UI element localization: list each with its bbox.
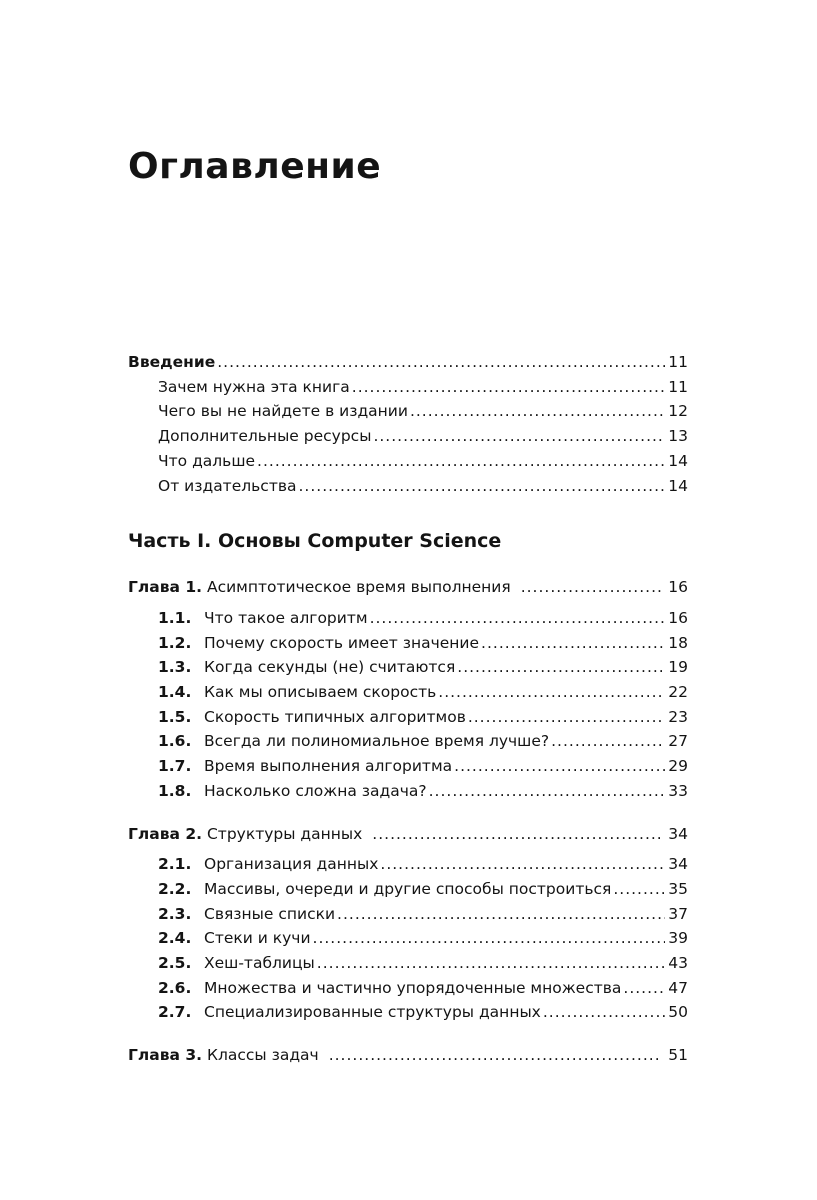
section-label: Организация данных bbox=[204, 855, 379, 874]
toc-section[interactable] bbox=[128, 754, 688, 779]
toc-entry-page: 19 bbox=[668, 658, 688, 677]
toc-chapter-heading bbox=[128, 1043, 319, 1068]
dot-leader bbox=[372, 822, 661, 847]
toc-entry-intro-item[interactable] bbox=[128, 474, 688, 499]
dot-leader bbox=[623, 976, 665, 1001]
toc-entry-page: 43 bbox=[668, 954, 688, 973]
dot-leader bbox=[337, 902, 665, 927]
dot-leader bbox=[468, 705, 665, 730]
toc-chapter-heading bbox=[128, 822, 362, 847]
dot-leader bbox=[429, 779, 666, 804]
toc-entry-page: 51 bbox=[668, 1046, 688, 1065]
section-number: 2.4. bbox=[158, 929, 192, 948]
toc-section[interactable] bbox=[128, 631, 688, 656]
toc-section[interactable] bbox=[128, 976, 688, 1001]
dot-leader bbox=[543, 1000, 665, 1025]
toc-section[interactable] bbox=[128, 606, 688, 631]
section-label: Время выполнения алгоритма bbox=[204, 757, 453, 776]
section-number: 1.8. bbox=[158, 781, 192, 800]
dot-leader bbox=[217, 350, 665, 375]
toc-entry-page: 12 bbox=[668, 402, 688, 421]
toc-entry-intro-item[interactable] bbox=[128, 375, 688, 400]
section-number: 1.5. bbox=[158, 707, 192, 726]
dot-leader bbox=[352, 375, 666, 400]
toc-entry-intro-item[interactable] bbox=[128, 399, 688, 424]
dot-leader bbox=[551, 729, 665, 754]
section-number: 2.2. bbox=[158, 879, 192, 898]
toc-entry-intro-item[interactable] bbox=[128, 424, 688, 449]
toc-chapter-1[interactable] bbox=[128, 575, 688, 600]
dot-leader bbox=[438, 680, 665, 705]
toc-entry-page: 34 bbox=[668, 855, 688, 874]
section-label: Что такое алгоритм bbox=[204, 608, 368, 627]
section-label: Всегда ли полиномиальное время лучше? bbox=[204, 732, 550, 751]
chapter-prefix: Глава 1. bbox=[128, 578, 203, 597]
toc-entry-page: 22 bbox=[668, 683, 688, 702]
dot-leader bbox=[613, 877, 665, 902]
toc-chapter-2[interactable] bbox=[128, 822, 688, 847]
table-of-contents bbox=[128, 350, 688, 1068]
toc-entry-page: 14 bbox=[668, 451, 688, 470]
toc-section[interactable] bbox=[128, 655, 688, 680]
dot-leader bbox=[329, 1043, 662, 1068]
toc-section[interactable] bbox=[128, 902, 688, 927]
toc-entry-page: 18 bbox=[668, 633, 688, 652]
toc-entry-label: Что дальше bbox=[158, 451, 256, 470]
section-label: Насколько сложна задача? bbox=[204, 781, 427, 800]
section-number: 1.6. bbox=[158, 732, 192, 751]
toc-section[interactable] bbox=[128, 705, 688, 730]
toc-section[interactable] bbox=[128, 951, 688, 976]
section-label: Почему скорость имеет значение bbox=[204, 633, 480, 652]
part-title: Часть I. Основы Computer Science bbox=[128, 530, 502, 553]
chapter-label: Структуры данных bbox=[206, 824, 363, 843]
toc-section[interactable] bbox=[128, 729, 688, 754]
toc-entry-label: Чего вы не найдете в издании bbox=[158, 402, 408, 421]
page-title: Оглавление bbox=[128, 146, 382, 187]
toc-entry-page: 13 bbox=[668, 427, 688, 446]
section-number: 2.7. bbox=[158, 1003, 192, 1022]
toc-entry-page: 35 bbox=[668, 879, 688, 898]
toc-section[interactable] bbox=[128, 926, 688, 951]
dot-leader bbox=[521, 575, 662, 600]
dot-leader bbox=[410, 399, 665, 424]
toc-section[interactable] bbox=[128, 852, 688, 877]
dot-leader bbox=[313, 926, 666, 951]
section-label: Массивы, очереди и другие способы построиться bbox=[204, 879, 612, 898]
toc-entry-label: Введение bbox=[128, 353, 216, 371]
toc-entry-page: 34 bbox=[668, 824, 688, 843]
toc-chapter-heading bbox=[128, 575, 511, 600]
dot-leader bbox=[373, 424, 665, 449]
dot-leader bbox=[257, 449, 665, 474]
section-label: Когда секунды (не) считаются bbox=[204, 658, 456, 677]
toc-entry-page: 37 bbox=[668, 904, 688, 923]
toc-entry-label: Зачем нужна эта книга bbox=[158, 377, 350, 396]
toc-section[interactable] bbox=[128, 779, 688, 804]
section-number: 1.7. bbox=[158, 757, 192, 776]
section-number: 2.3. bbox=[158, 904, 192, 923]
section-number: 1.3. bbox=[158, 658, 192, 677]
toc-entry-intro[interactable] bbox=[128, 350, 688, 375]
section-label: Специализированные структуры данных bbox=[204, 1003, 541, 1022]
section-number: 1.1. bbox=[158, 608, 192, 627]
toc-chapter-3[interactable] bbox=[128, 1043, 688, 1068]
section-number: 2.1. bbox=[158, 855, 192, 874]
section-number: 2.6. bbox=[158, 978, 192, 997]
toc-entry-page: 39 bbox=[668, 929, 688, 948]
chapter-prefix: Глава 3. bbox=[128, 1046, 203, 1065]
toc-section[interactable] bbox=[128, 1000, 688, 1025]
dot-leader bbox=[457, 655, 665, 680]
dot-leader bbox=[298, 474, 665, 499]
section-label: Как мы описываем скорость bbox=[204, 683, 437, 702]
toc-section[interactable] bbox=[128, 680, 688, 705]
toc-entry-page: 16 bbox=[668, 608, 688, 627]
section-number: 2.5. bbox=[158, 954, 192, 973]
toc-entry-page: 11 bbox=[668, 377, 688, 396]
toc-entry-label: От издательства bbox=[158, 476, 297, 495]
toc-entry-page: 23 bbox=[668, 707, 688, 726]
toc-entry-page: 11 bbox=[668, 353, 688, 371]
dot-leader bbox=[380, 852, 665, 877]
dot-leader bbox=[454, 754, 665, 779]
toc-entry-page: 29 bbox=[668, 757, 688, 776]
toc-entry-label: Дополнительные ресурсы bbox=[158, 427, 372, 446]
section-label: Множества и частично упорядоченные множества bbox=[204, 978, 622, 997]
chapter-prefix: Глава 2. bbox=[128, 824, 203, 843]
dot-leader bbox=[317, 951, 665, 976]
toc-section[interactable] bbox=[128, 877, 688, 902]
toc-entry-page: 33 bbox=[668, 781, 688, 800]
dot-leader bbox=[370, 606, 666, 631]
dot-leader bbox=[481, 631, 665, 656]
toc-entry-page: 14 bbox=[668, 476, 688, 495]
toc-entry-page: 16 bbox=[668, 578, 688, 597]
section-number: 1.2. bbox=[158, 633, 192, 652]
section-label: Связные списки bbox=[204, 904, 336, 923]
section-number: 1.4. bbox=[158, 683, 192, 702]
section-label: Скорость типичных алгоритмов bbox=[204, 707, 466, 726]
chapter-label: Классы задач bbox=[206, 1046, 319, 1065]
toc-entry-page: 47 bbox=[668, 978, 688, 997]
chapter-label: Асимптотическое время выполнения bbox=[206, 578, 511, 597]
section-label: Стеки и кучи bbox=[204, 929, 311, 948]
toc-entry-intro-item[interactable] bbox=[128, 449, 688, 474]
toc-entry-page: 50 bbox=[668, 1003, 688, 1022]
toc-entry-page: 27 bbox=[668, 732, 688, 751]
section-label: Хеш-таблицы bbox=[204, 954, 315, 973]
